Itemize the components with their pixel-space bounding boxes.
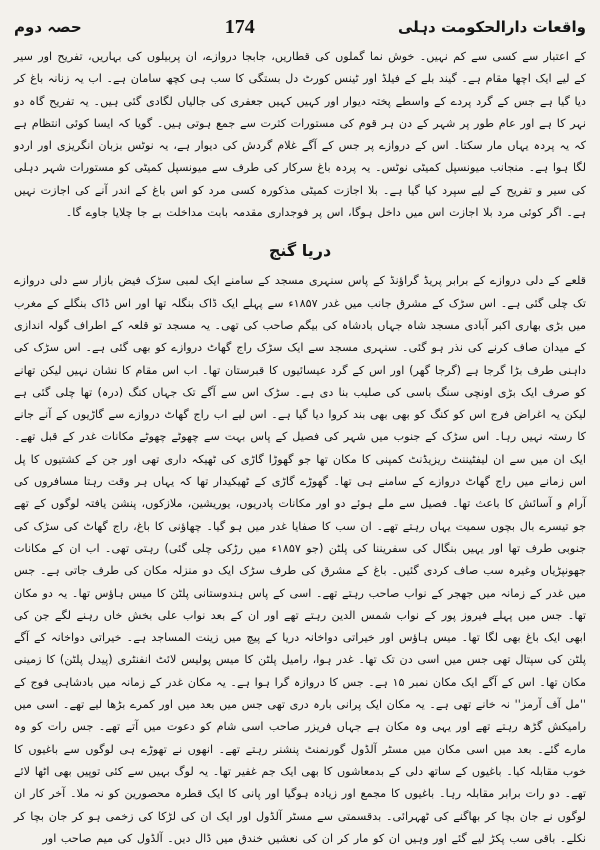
section-heading: دریا گنج <box>268 241 332 261</box>
intro-paragraph: کے اعتبار سے کسی سے کم نہیں۔ خوش نما گملوں کی قطاریں، جابجا دروازے، ان پربیلوں کی بہاریں، تفریح اور سیر کے لیے ایک اچھا مقام ہے۔ گیند بلے کے فیلڈ اور ٹینس کورٹ دل بستگی کا سب ہی کچھ سامان ہے۔ اب یہ زنانہ باغ کر دیا گیا ہے جس کے گرد پردے کے واسطے پختہ دیوار اور کہیں کہیں جعفری کی جالیاں لگادی گئی ہیں۔ یہ تفریح گاہ دو نہر کا ہے اور عام طور پر شہر کے دن ہر قوم کی مستورات کثرت سے جمع ہوتی ہیں۔ گویا کہ ایسا کوئی انتظام ہے کہ یہ پردہ یہاں مار سکتا۔ اس کے دروازے پر جس کے آگے غلام گردش کی دیوار ہے، یہ نوٹس بزبان انگریزی اور اردو لگا ہوا ہے۔ منجانب میونسپل کمیٹی نوٹس۔ یہ پردہ باغ سرکار کی طرف سے میونسپل کمیٹی کو مستورات شہر دہلی کی سیر و تفریح کے لیے سپرد کیا گیا ہے۔ بلا اجازت کمیٹی مذکورہ کسی مرد کو اس باغ کے اندر آنے کی اجازت نہیں ہے۔ اگر کوئی مرد بلا اجازت اس میں داخل ہوگا، اس پر فوجداری مقدمہ بابت مداخلت بے جا چلایا جاوے گا۔ <box>14 50 586 220</box>
section-label: حصہ دوم <box>14 18 82 36</box>
body-paragraph: قلعے کے دلی دروازے کے برابر پریڈ گراؤنڈ کے پاس سنہری مسجد کے سامنے ایک لمبی سڑک فیض بازار سے دلی دروازے تک چلی گئی ہے۔ اس سڑک کے مشرق جانب میں غدر ۱۸۵۷ء سے پہلے ایک ڈاک بنگلہ تھا اور اس ڈاک بنگلے کے مغرب میں بڑی بھاری اکبر آبادی مسجد شاہ جہاں بادشاہ کی بیگم صاحب کی تھی۔ یہ مسجد تو قلعہ کے اطراف گولہ اندازی کے میدان صاف کرنے کی نذر ہو گئی۔ سنہری مسجد سے ایک سڑک راج گھاٹ دروازے کو بھی گئی ہے۔ اس سڑک کی داہنی طرف بڑا گرجا ہے (گرجا گھر) اور اس کے گرد عیسائیوں کا قبرستان تھا۔ اب اس مقام کا نشان نہیں لیکن تھانے کو صرف ایک بڑی اونچی سنگ باسی کی صلیب بنا دی ہے۔ سڑک اس سے آگے تک جہاں کنگ (درہ) تھا چلی گئی ہے لیکن یہ اغراض فرج اس کو کنگ کو بھی بھی بند کروا دیا گیا ہے۔ اس لیے اب راج گھاٹ دروازے سے گاڑیوں کے آنے جانے کا رستہ نہیں رہا۔ اس سڑک کے جنوب میں شہر کی فصیل کے پاس بہت سے چھوٹے چھوٹے مکانات غدر کے قبل تھے۔ ایک ان میں سے ان لیفٹیننٹ ریزیڈنٹ کمپنی کا مکان تھا جو گھوڑا گاڑی کی ٹھیکہ داری تھی اور جن کے کشتیوں کا پل اس زمانے میں راج گھاٹ دروازے کے سامنے ہی تھا۔ گھوڑے گاڑی کے ٹھیکیدار تھا کہ یہاں ہر وقت رہتا مسافروں کی آرام و آسائش کا باعث تھا۔ فصیل سے ملے ہوئے دو اور مکانات پادریوں، یوریشین، ملازکوں، پنشن یافتہ لوگوں کے تھے جو تیسرے بال بچوں سمیت یہاں رہتے تھے۔ ان سب کا صفایا غدر میں ہو گیا۔ چھاؤنی کا باغ، راج گھاٹ کی سڑک کی جنوبی طرف تھا اور یہیں بنگال کی سفریننا کی پلٹن (جو ۱۸۵۷ء میں رڑکی چلی گئی) رہتی تھی۔ اب ان کے مکانات جھونپڑیاں وغیرہ سب صاف کردی گئیں۔ باغ کے مشرق کی طرف سڑک ایک دو منزلہ مکان کی طرف جاتی ہے۔ جس میں غدر کے زمانہ میں جھجر کے نواب صاحب رہتے تھے۔ اسی کے پاس ہندوستانی پلٹن کا میس ہاؤس تھا۔ یہ دو مکان تھا۔ جس میں پہلے فیروز پور کے نواب شمس الدین رہتے تھے اور ان کے بعد نواب علی بخش خاں رہنے لگے جن کی ابھی ایک باغ بھی لگا تھا۔ میس ہاؤس اور خیراتی دواخانہ دریا کے پیچ میں زینت المساجد ہے۔ خیراتی دواخانہ کے آگے پلٹن کی سپتال تھی جس میں اسی دن تک تھا۔ غدر ہوا، رامیل پلٹن کا میس پولیس لائٹ انفنٹری (پیدل پلٹن) کا زمینی مکان تھا۔ اس کے آگے ایک مکان نمبر ۱۵ ہے۔ جس کا دروازہ گرا ہوا ہے۔ یہ مکان غدر کے زمانہ میں بادشاہی فوج کے ''مل آف آرمز'' نہ خانے تھی ہے۔ یہ مکان ایک پرانی بارہ دری تھی جس میں بعد میں اور کمرے بڑھا لیے تھے۔ اسی میں رامیکش گڑھ رہتے تھے اور یہی وہ مکان ہے جہاں فریزر صاحب اسی شام کو دعوت میں آتے تھے۔ جس رات کو وہ مارے گئے۔ بعد میں اسی مکان میں مسٹر آلڈول گورنمنٹ پنشنر رہتے تھے۔ انھوں نے تھوڑے ہی لوگوں سے باغیوں کا خوب مقابلہ کیا۔ باغیوں کے ساتھ دلی کے بدمعاشوں کا بھی ایک جم غفیر تھا۔ یہ لوگ بہیں سے کئی توپیں بھی اٹھا لائے تھے۔ دو رات برابر مقابلہ رہا۔ باغیوں کا مجمع اور زیادہ ہوگیا اور پانی کا ایک قطرہ محصورین کو نہ ملا۔ آخر کار ان لوگوں نے جان بچا کر بھاگنے کی ٹھہرائی۔ بدقسمتی سے مسٹر آلڈول اور ایک ان کی لڑکا کی زخمی ہو کر جان بچا کر نکلے۔ باقی سب پکڑ لیے گئے اور وہیں ان کو مار کر ان کی نعشیں خندق میں ڈال دیں۔ آلڈول کی میم صاحب اور <box>14 274 586 845</box>
section-spacer <box>14 224 586 232</box>
running-title: واقعات دارالحکومت دہلی <box>397 18 586 36</box>
page-header <box>14 8 586 46</box>
page-number: 174 <box>224 15 255 38</box>
